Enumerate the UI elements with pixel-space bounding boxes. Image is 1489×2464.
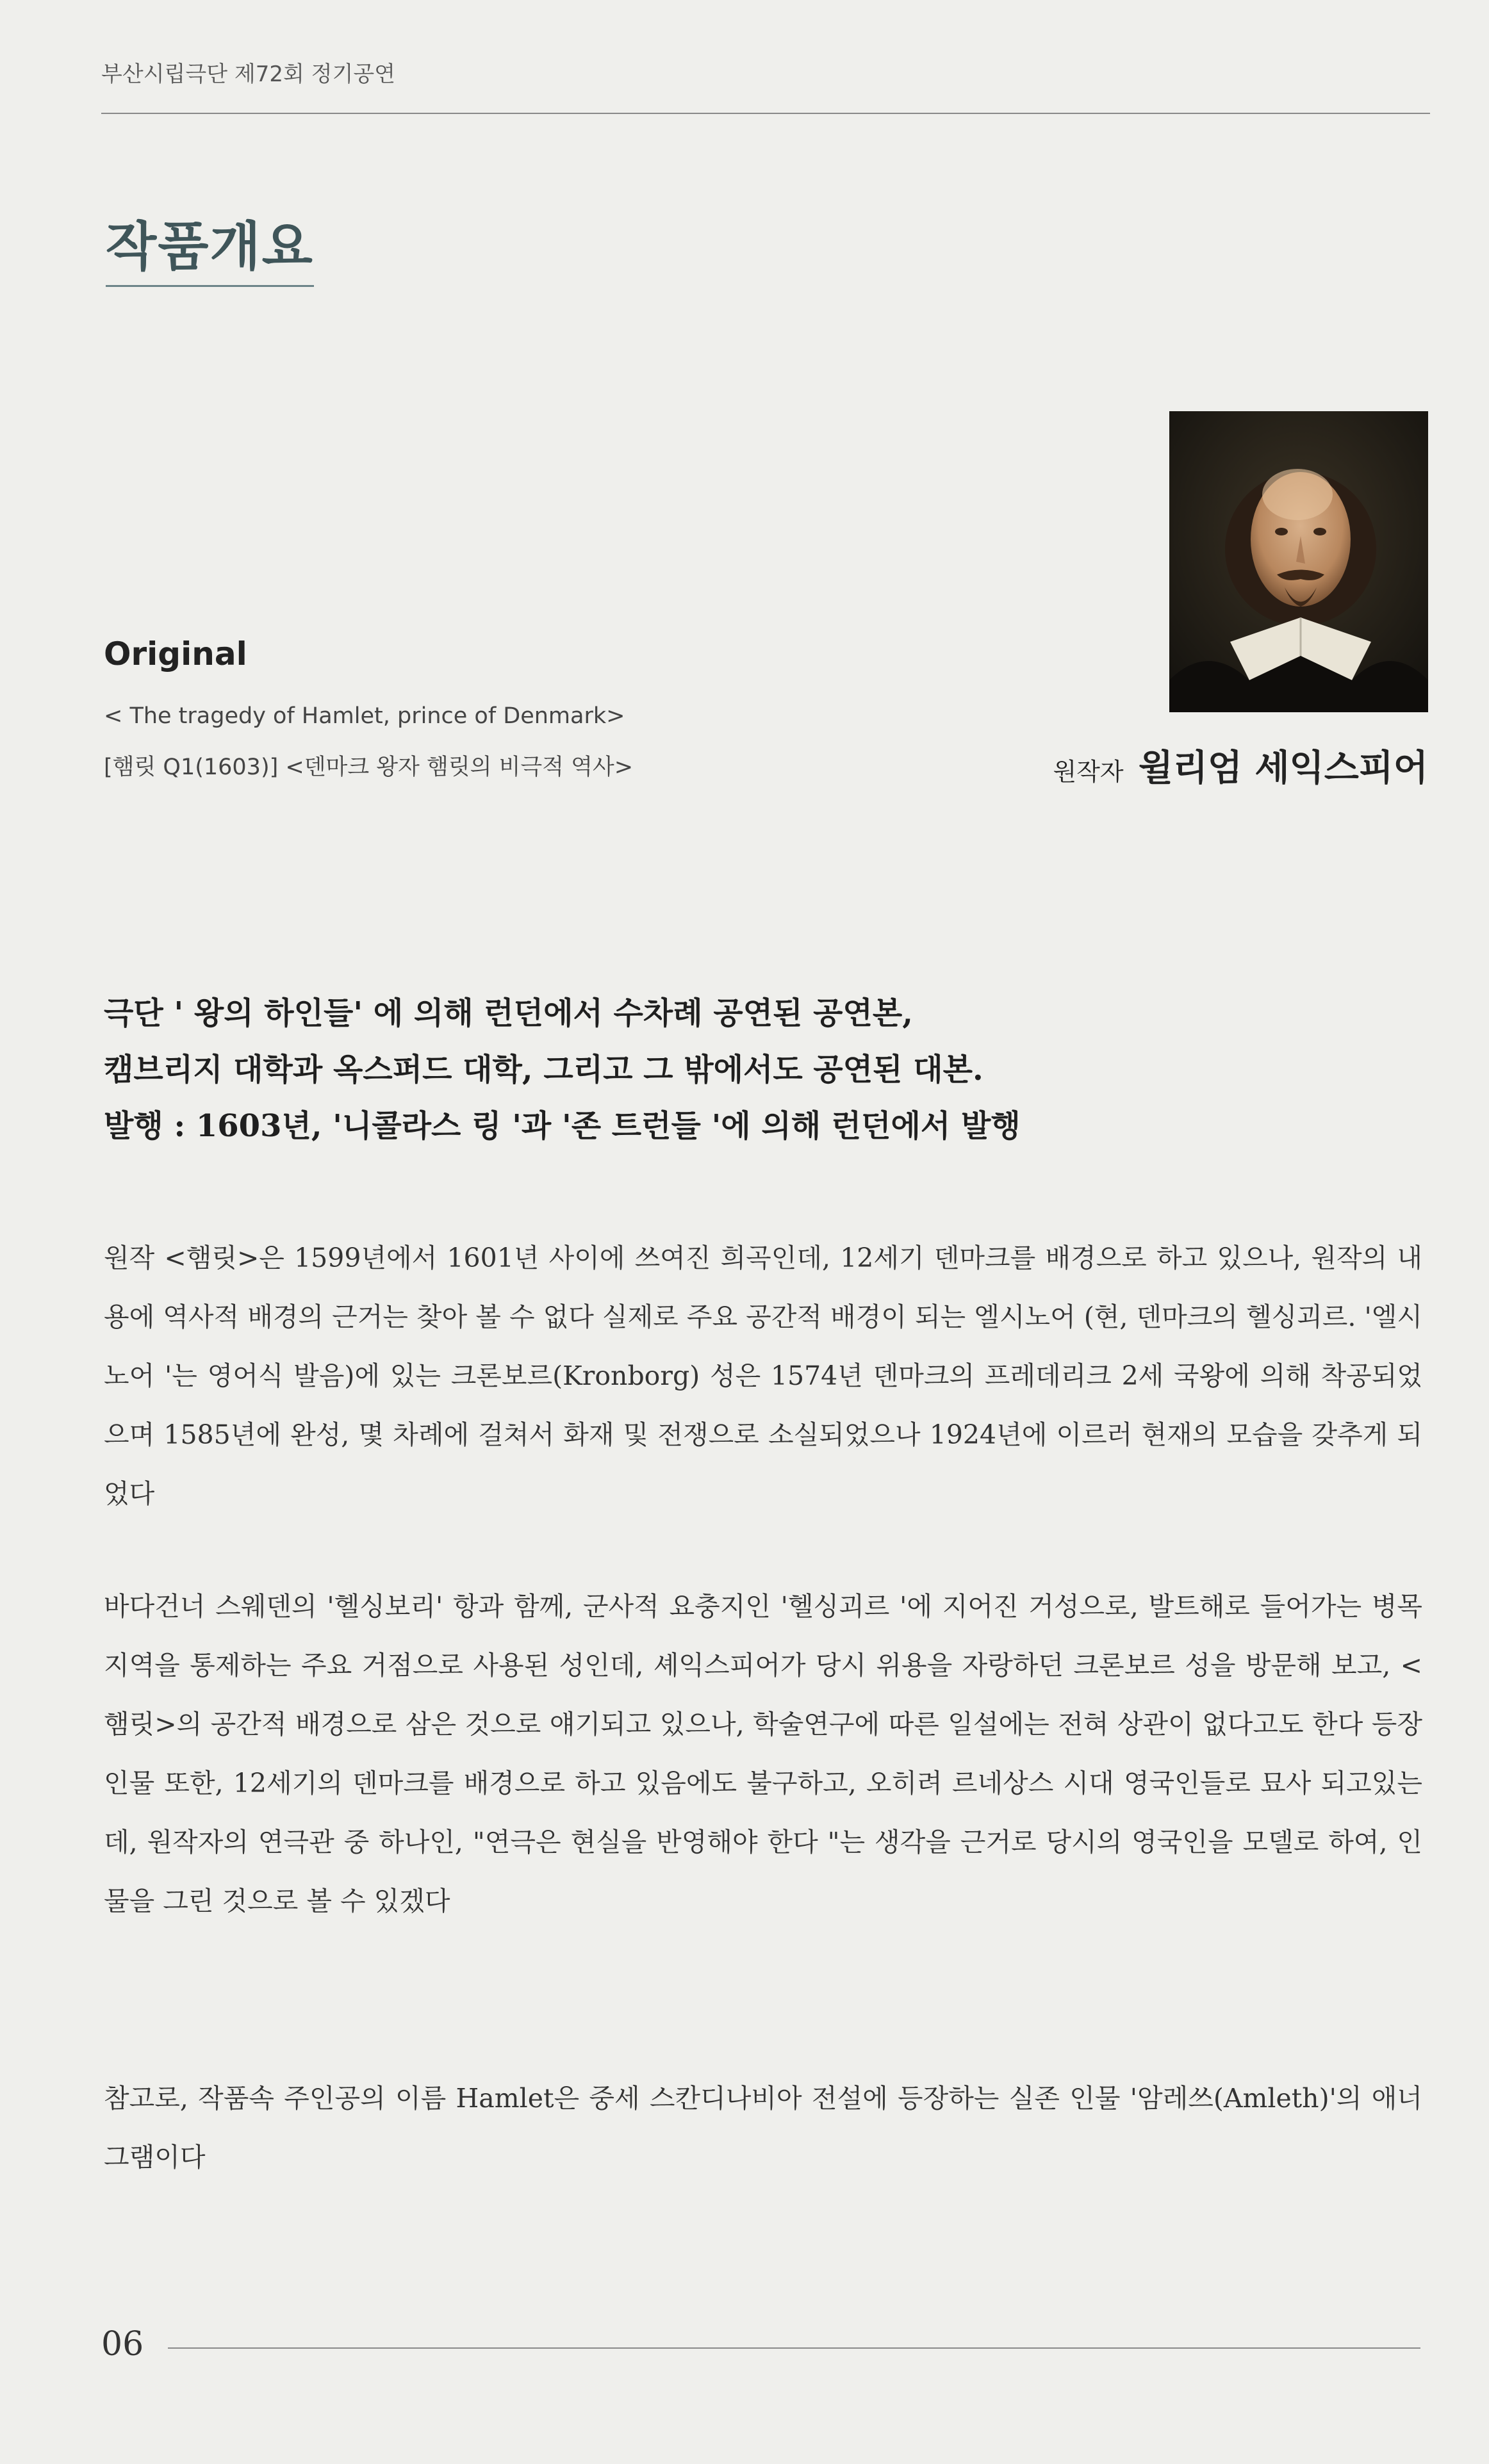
footer-divider xyxy=(168,2347,1420,2349)
body-paragraph-2: 바다건너 스웨덴의 '헬싱보리' 항과 함께, 군사적 요충지인 '헬싱괴르 '에 지어진 거성으로, 발트해로 들어가는 병목지역을 통제하는 주요 거점으로 사용된 성인데, 셰익스피어가 당시 위용을 자랑하던 크론보르 성을 방문해 보고, <햄릿>의 공간적 배경으로 삼은 것으로 얘기되고 있으나, 학술연구에 따른 일설에는 전혀 상관이 없다고도 한다 등장인물 또한, 12세기의 덴마크를 배경으로 하고 있음에도 불구하고, 오히려 르네상스 시대 영국인들로 묘사 되고있는데, 원작자의 연극관 중 하나인, "연극은 현실을 반영해야 한다 "는 생각을 근거로 당시의 영국인을 모델로 하여, 인물을 그린 것으로 볼 수 있겠다 xyxy=(104,1591,1422,1916)
section-title: 작품개요 xyxy=(106,205,314,287)
body-paragraph-3: 참고로, 작품속 주인공의 이름 Hamlet은 중세 스칸디나비아 전설에 등장하는 실존 인물 '암레쓰(Amleth)'의 애너그램이다 xyxy=(104,2083,1422,2173)
page-number: 06 xyxy=(101,2325,144,2363)
summary-highlight xyxy=(104,985,1430,1154)
shakespeare-portrait-icon xyxy=(1169,411,1428,712)
author-portrait xyxy=(1169,411,1428,712)
author-name: 윌리엄 세익스피어 xyxy=(1138,747,1428,789)
original-title-english: < The tragedy of Hamlet, prince of Denmark> xyxy=(104,703,625,729)
highlight-line: 캠브리지 대학과 옥스퍼드 대학, 그리고 그 밖에서도 공연된 대본. xyxy=(104,1052,983,1088)
body-paragraph-1: 원작 <햄릿>은 1599년에서 1601년 사이에 쓰여진 희곡인데, 12세기 덴마크를 배경으로 하고 있으나, 원작의 내용에 역사적 배경의 근거는 찾아 볼 수 없다 실제로 주요 공간적 배경이 되는 엘시노어 (현, 덴마크의 헬싱괴르. '엘시노어 '는 영어식 발음)에 있는 크론보르(Kronborg) 성은 1574년 덴마크의 프레데리크 2세 국왕에 의해 착공되었으며 1585년에 완성, 몇 차례에 걸쳐서 화재 및 전쟁으로 소실되었으나 1924년에 이르러 현재의 모습을 갖추게 되었다 xyxy=(104,1243,1422,1509)
highlight-line: 극단 ' 왕의 하인들' 에 의해 런던에서 수차례 공연된 공연본, xyxy=(104,995,913,1031)
original-label: Original xyxy=(104,635,247,673)
running-header: 부산시립극단 제72회 정기공연 xyxy=(101,61,396,87)
author-credit xyxy=(1053,740,1428,791)
highlight-line: 발행 : 1603년, '니콜라스 링 '과 '존 트런들 '에 의해 런던에서 발행 xyxy=(104,1108,1021,1144)
header-divider xyxy=(101,113,1430,114)
author-role: 원작자 xyxy=(1053,758,1124,786)
original-title-korean: [햄릿 Q1(1603)] <덴마크 왕자 햄릿의 비극적 역사> xyxy=(104,755,634,780)
